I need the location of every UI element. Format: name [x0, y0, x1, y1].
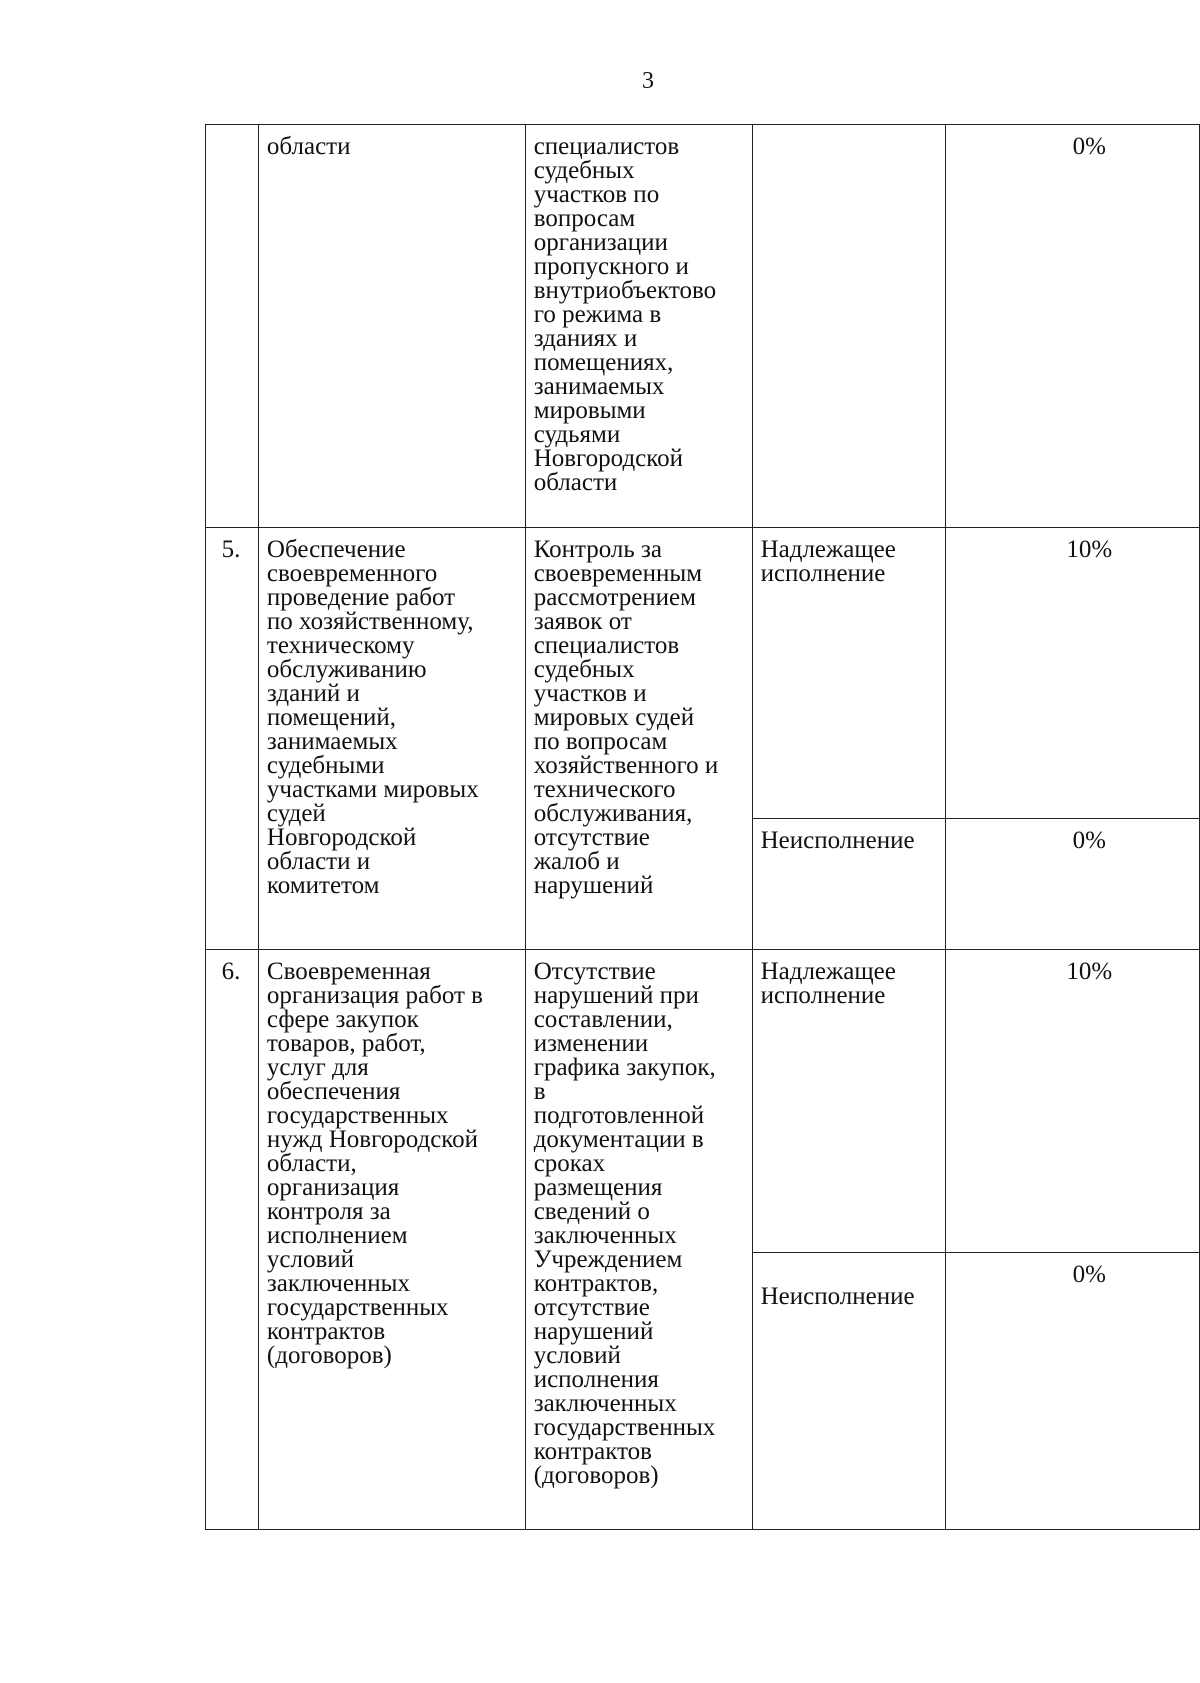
evaluation-cell: Надлежащее исполнение	[752, 528, 945, 819]
table-row-5	[206, 528, 1200, 819]
row-number-cell	[206, 125, 259, 528]
table-row-continuation	[206, 125, 1200, 528]
percent-cell: 10%	[945, 528, 1200, 819]
indicator-cell: специалистов судебных участков по вопросам организации пропускного и внутриобъектово го режима в зданиях и помещениях, занимаемых мировыми судьями Новгородской области	[525, 125, 752, 528]
table-row-6	[206, 950, 1200, 1253]
percent-cell: 0%	[945, 819, 1200, 950]
percent-cell: 0%	[945, 1253, 1200, 1530]
criteria-table	[205, 124, 1200, 1530]
row-number-cell: 5.	[206, 528, 259, 950]
evaluation-cell: Неисполнение	[752, 819, 945, 950]
criterion-cell: области	[258, 125, 525, 528]
evaluation-cell: Надлежащее исполнение	[752, 950, 945, 1253]
indicator-cell: Отсутствие нарушений при составлении, изменении графика закупок, в подготовленной документации в сроках размещения сведений о заключенных Учреждением контрактов, отсутствие нарушений условий исполнения заключенных государственных контрактов (договоров)	[525, 950, 752, 1530]
indicator-cell: Контроль за своевременным рассмотрением заявок от специалистов судебных участков и мировых судей по вопросам хозяйственного и технического обслуживания, отсутствие жалоб и нарушений	[525, 528, 752, 950]
evaluation-cell	[752, 125, 945, 528]
criterion-cell: Обеспечение своевременного проведение работ по хозяйственному, техническому обслуживанию зданий и помещений, занимаемых судебными участками мировых судей Новгородской области и комитетом	[258, 528, 525, 950]
percent-cell: 10%	[945, 950, 1200, 1253]
evaluation-cell: Неисполнение	[752, 1253, 945, 1530]
percent-cell: 0%	[945, 125, 1200, 528]
criterion-cell: Своевременная организация работ в сфере закупок товаров, работ, услуг для обеспечения государственных нужд Новгородской области, организация контроля за исполнением условий заключенных государственных контрактов (договоров)	[258, 950, 525, 1530]
page-number: 3	[642, 68, 654, 94]
row-number-cell: 6.	[206, 950, 259, 1530]
